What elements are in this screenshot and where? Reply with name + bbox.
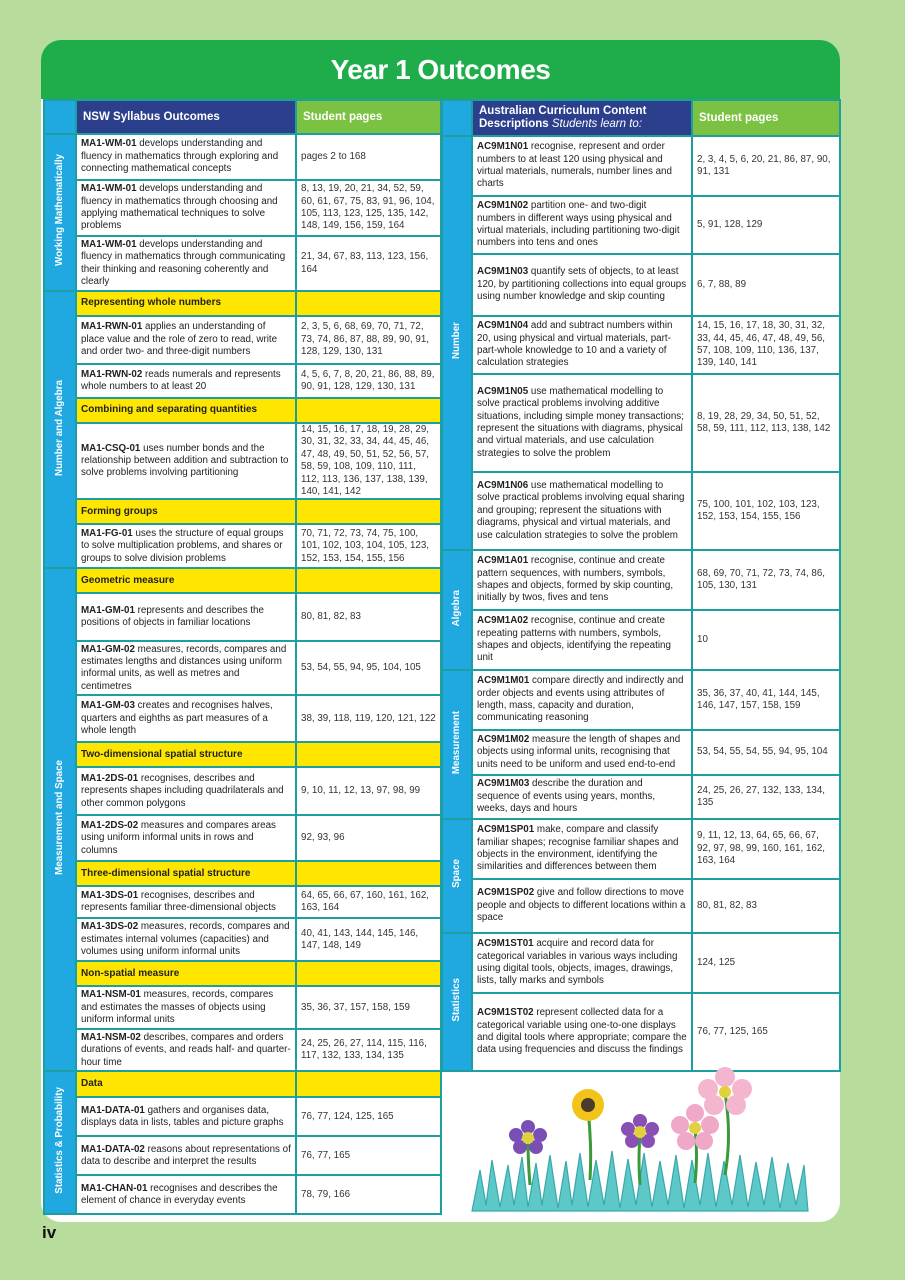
outcome-text: uses number bonds and the relationship between addition and subtraction to solve problems involving partitioning: [81, 442, 289, 479]
subheading-label: Non-spatial measure: [76, 961, 296, 986]
outcome-row: [44, 236, 441, 291]
student-pages-cell: 10: [692, 610, 840, 670]
description-cell: [472, 933, 692, 993]
content-description-row: [442, 374, 840, 472]
description-code: AC9M1A01: [477, 555, 529, 567]
outcome-cell: [76, 767, 296, 815]
outcome-text: measures and compares areas using uniform informal units in rows and columns: [81, 819, 276, 856]
content-description-row: [442, 879, 840, 933]
description-text: measure the length of shapes and objects using informal units, recognising that units need to be uniform and used end-to-end: [477, 733, 681, 770]
description-text: quantify sets of objects, to at least 120, by partitioning collections into equal groups using number knowledge and skip counting: [477, 266, 687, 303]
outcome-row: [44, 524, 441, 568]
description-code: AC9M1A02: [477, 615, 529, 627]
sunflower-icon: [572, 1089, 604, 1121]
content-description-row: [442, 670, 840, 730]
australian-curriculum-table: [441, 99, 841, 1072]
student-pages-cell: 64, 65, 66, 67, 160, 161, 162, 163, 164: [296, 886, 441, 918]
subheading-row: [44, 742, 441, 767]
strand-label: Measurement: [442, 670, 472, 819]
description-cell: [472, 670, 692, 730]
outcome-code: MA1-DATA-01: [81, 1104, 145, 1116]
subheading-blank: [296, 742, 441, 767]
student-pages-cell: 14, 15, 16, 17, 18, 30, 31, 32, 33, 44, 45, 46, 47, 48, 49, 56, 57, 108, 109, 110, 136, 137, 139, 140, 141: [692, 316, 840, 374]
outcome-cell: [76, 1175, 296, 1214]
left-header-corner: [44, 100, 76, 134]
subheading-label: Representing whole numbers: [76, 291, 296, 316]
description-code: AC9M1M01: [477, 675, 530, 687]
description-text: give and follow directions to move people and objects to different locations within a space: [477, 887, 686, 924]
description-code: AC9M1SP01: [477, 824, 535, 836]
outcome-row: [44, 695, 441, 742]
content-description-row: [442, 819, 840, 879]
outcome-cell: [76, 180, 296, 236]
student-pages-cell: 78, 79, 166: [296, 1175, 441, 1214]
description-text: recognise, continue and create pattern sequences, with numbers, symbols, shapes and objects, formed by skip counting, initially by twos, fives and tens: [477, 555, 674, 604]
description-cell: [472, 136, 692, 196]
student-pages-cell: 2, 3, 4, 5, 6, 20, 21, 86, 87, 90, 91, 131: [692, 136, 840, 196]
outcome-cell: [76, 1029, 296, 1071]
content-description-row: [442, 730, 840, 775]
outcome-row: [44, 423, 441, 499]
student-pages-cell: 80, 81, 82, 83: [296, 593, 441, 641]
description-text: use mathematical modelling to solve practical problems involving additive situations, including simple money transactions; represent the situations with diagrams, physical and virtual materials, and use calculation strategies to solve the problem: [477, 385, 684, 459]
outcome-row: [44, 641, 441, 695]
student-pages-cell: 35, 36, 37, 40, 41, 144, 145, 146, 147, 157, 158, 159: [692, 670, 840, 730]
description-cell: [472, 374, 692, 472]
outcome-row: [44, 593, 441, 641]
description-code: AC9M1N05: [477, 385, 529, 397]
page-title: Year 1 Outcomes: [41, 40, 840, 99]
outcome-code: MA1-RWN-01: [81, 321, 143, 333]
description-cell: [472, 775, 692, 819]
student-pages-cell: 40, 41, 143, 144, 145, 146, 147, 148, 149: [296, 918, 441, 961]
description-text: compare directly and indirectly and order objects and events using attributes of length, mass, capacity and duration, communicating reasoning: [477, 675, 684, 724]
content-description-row: [442, 775, 840, 819]
student-pages-cell: 14, 15, 16, 17, 18, 19, 28, 29, 30, 31, 32, 33, 34, 44, 45, 46, 47, 48, 49, 50, 51, 52, 56, 57, 58, 59, 108, 109, 110, 111, 112, 113, 136, 137, 138, 139, 140, 141, 142: [296, 423, 441, 499]
outcome-row: [44, 1029, 441, 1071]
student-pages-cell: 5, 91, 128, 129: [692, 196, 840, 254]
outcome-text: creates and recognises halves, quarters and eighths as part measures of a whole length: [81, 700, 273, 737]
subheading-label: Forming groups: [76, 499, 296, 524]
subheading-blank: [296, 291, 441, 316]
strand-label: Measurement and Space: [44, 568, 76, 1071]
outcome-text: uses the structure of equal groups to solve multiplication problems, and shares or groups to solve division problems: [81, 527, 284, 564]
subheading-label: Three-dimensional spatial structure: [76, 861, 296, 886]
outcome-text: develops understanding and fluency in mathematics through communicating their thinking and reasoning coherently and clearly: [81, 238, 286, 287]
outcome-cell: [76, 1136, 296, 1175]
description-code: AC9M1ST01: [477, 938, 534, 950]
subheading-row: [44, 499, 441, 524]
strand-label: Number: [442, 136, 472, 550]
right-header-corner: [442, 100, 472, 136]
subheading-row: [44, 1071, 441, 1097]
outcome-cell: [76, 815, 296, 861]
subheading-blank: [296, 1071, 441, 1097]
description-cell: [472, 819, 692, 879]
outcome-row: [44, 316, 441, 364]
strand-label: Statistics & Probability: [44, 1071, 76, 1214]
description-text: acquire and record data for categorical variables in various ways including using digital tools, objects, images, drawings, lists, tally marks and symbols: [477, 938, 678, 987]
strand-label: Working Mathematically: [44, 134, 76, 291]
nsw-outcomes-header: NSW Syllabus Outcomes: [76, 100, 296, 134]
subheading-row: [44, 398, 441, 423]
student-pages-cell: 2, 3, 5, 6, 68, 69, 70, 71, 72, 73, 74, 86, 87, 88, 89, 90, 91, 128, 129, 130, 131: [296, 316, 441, 364]
student-pages-cell: 68, 69, 70, 71, 72, 73, 74, 86, 105, 130, 131: [692, 550, 840, 610]
outcome-row: [44, 815, 441, 861]
outcome-cell: [76, 364, 296, 398]
outcome-text: reads numerals and represents whole numbers to at least 20: [81, 368, 281, 392]
description-text: use mathematical modelling to solve practical problems involving equal sharing and grouping; represent the situations with diagrams, physical and virtual materials, and use calculation strategies to solve the problem: [477, 479, 685, 541]
outcome-cell: [76, 134, 296, 180]
outcome-text: recognises and describes the element of chance in everyday events: [81, 1182, 278, 1206]
subheading-row: [44, 291, 441, 316]
description-cell: [472, 730, 692, 775]
description-text: make, compare and classify familiar shapes; recognise familiar shapes and objects in the environment, identifying the similarities and differences between them: [477, 824, 679, 873]
outcome-cell: [76, 1097, 296, 1136]
outcome-cell: [76, 524, 296, 568]
nsw-syllabus-table: [43, 99, 442, 1215]
nsw-pages-header: Student pages: [296, 100, 441, 134]
outcome-text: measures, records, compares and estimates the masses of objects using uniform informal units: [81, 989, 274, 1026]
description-text: add and subtract numbers within 20, using physical and virtual materials, part-part-whole knowledge to 10 and a variety of calculation strategies: [477, 320, 673, 369]
description-cell: [472, 993, 692, 1071]
strand-label: Number and Algebra: [44, 291, 76, 568]
description-cell: [472, 254, 692, 316]
ac-pages-header: Student pages: [692, 100, 840, 136]
student-pages-cell: 53, 54, 55, 94, 95, 104, 105: [296, 641, 441, 695]
outcome-row: [44, 134, 441, 180]
outcome-text: measures, records, compares and estimates internal volumes (capacities) and volumes using uniform informal units: [81, 921, 290, 958]
student-pages-cell: 80, 81, 82, 83: [692, 879, 840, 933]
student-pages-cell: 4, 5, 6, 7, 8, 20, 21, 86, 88, 89, 90, 91, 128, 129, 130, 131: [296, 364, 441, 398]
subheading-row: [44, 568, 441, 593]
student-pages-cell: 9, 10, 11, 12, 13, 97, 98, 99: [296, 767, 441, 815]
subheading-row: [44, 961, 441, 986]
student-pages-cell: 8, 19, 28, 29, 34, 50, 51, 52, 58, 59, 111, 112, 113, 138, 142: [692, 374, 840, 472]
description-code: AC9M1ST02: [477, 1007, 534, 1019]
outcome-cell: [76, 918, 296, 961]
subheading-label: Two-dimensional spatial structure: [76, 742, 296, 767]
subheading-blank: [296, 499, 441, 524]
flower-illustration: [470, 1065, 810, 1215]
student-pages-cell: 9, 11, 12, 13, 64, 65, 66, 67, 92, 97, 98, 99, 160, 161, 162, 163, 164: [692, 819, 840, 879]
outcome-cell: [76, 593, 296, 641]
outcome-text: describes, compares and orders durations of events, and reads half- and quarter-hour time: [81, 1031, 291, 1068]
description-code: AC9M1N01: [477, 141, 529, 153]
content-description-row: [442, 136, 840, 196]
outcome-code: MA1-NSM-02: [81, 1031, 141, 1043]
subheading-label: Combining and separating quantities: [76, 398, 296, 423]
outcome-code: MA1-WM-01: [81, 138, 137, 150]
content-description-row: [442, 254, 840, 316]
outcome-cell: [76, 641, 296, 695]
student-pages-cell: 76, 77, 125, 165: [692, 993, 840, 1071]
description-code: AC9M1N04: [477, 320, 529, 332]
page-number: iv: [42, 1223, 57, 1242]
student-pages-cell: 53, 54, 55, 54, 55, 94, 95, 104: [692, 730, 840, 775]
content-description-row: [442, 550, 840, 610]
outcome-code: MA1-GM-02: [81, 643, 135, 655]
description-cell: [472, 879, 692, 933]
description-code: AC9M1N03: [477, 266, 529, 278]
description-code: AC9M1M03: [477, 778, 530, 790]
student-pages-cell: 38, 39, 118, 119, 120, 121, 122: [296, 695, 441, 742]
outcome-row: [44, 364, 441, 398]
student-pages-cell: 6, 7, 88, 89: [692, 254, 840, 316]
student-pages-cell: 24, 25, 26, 27, 132, 133, 134, 135: [692, 775, 840, 819]
student-pages-cell: 24, 25, 26, 27, 114, 115, 116, 117, 132, 133, 134, 135: [296, 1029, 441, 1071]
student-pages-cell: pages 2 to 168: [296, 134, 441, 180]
outcome-code: MA1-2DS-02: [81, 819, 139, 831]
outcome-cell: [76, 316, 296, 364]
outcome-code: MA1-FG-01: [81, 527, 133, 539]
outcome-row: [44, 886, 441, 918]
subheading-blank: [296, 568, 441, 593]
outcome-row: [44, 986, 441, 1029]
outcome-code: MA1-2DS-01: [81, 772, 139, 784]
subheading-blank: [296, 398, 441, 423]
content-description-row: [442, 610, 840, 670]
outcome-code: MA1-WM-01: [81, 183, 137, 195]
outcome-code: MA1-3DS-02: [81, 921, 139, 933]
outcome-cell: [76, 886, 296, 918]
outcome-code: MA1-DATA-02: [81, 1143, 145, 1155]
outcome-code: MA1-3DS-01: [81, 890, 139, 902]
student-pages-cell: 124, 125: [692, 933, 840, 993]
content-description-row: [442, 933, 840, 993]
subheading-label: Geometric measure: [76, 568, 296, 593]
outcome-code: MA1-GM-03: [81, 700, 135, 712]
student-pages-cell: 76, 77, 124, 125, 165: [296, 1097, 441, 1136]
description-cell: [472, 550, 692, 610]
content-description-row: [442, 472, 840, 550]
outcome-code: MA1-CHAN-01: [81, 1182, 148, 1194]
outcome-cell: [76, 423, 296, 499]
outcome-code: MA1-NSM-01: [81, 989, 141, 1001]
outcome-cell: [76, 236, 296, 291]
outcome-cell: [76, 986, 296, 1029]
description-cell: [472, 610, 692, 670]
outcome-row: [44, 918, 441, 961]
outcome-text: applies an understanding of place value and the role of zero to read, write and order two- and three-digit numbers: [81, 321, 278, 358]
outcome-row: [44, 1136, 441, 1175]
student-pages-cell: 35, 36, 37, 157, 158, 159: [296, 986, 441, 1029]
student-pages-cell: 92, 93, 96: [296, 815, 441, 861]
description-text: describe the duration and sequence of events using years, months, weeks, days and hours: [477, 778, 656, 815]
description-code: AC9M1N02: [477, 200, 529, 212]
subheading-label: Data: [76, 1071, 296, 1097]
ac-descriptions-header: Australian Curriculum Content Descriptions Students learn to:: [472, 100, 692, 136]
student-pages-cell: 75, 100, 101, 102, 103, 123, 152, 153, 154, 155, 156: [692, 472, 840, 550]
student-pages-cell: 76, 77, 165: [296, 1136, 441, 1175]
student-pages-cell: 70, 71, 72, 73, 74, 75, 100, 101, 102, 103, 104, 105, 123, 152, 153, 154, 155, 156: [296, 524, 441, 568]
strand-label: Algebra: [442, 550, 472, 670]
content-description-row: [442, 316, 840, 374]
outcome-row: [44, 1097, 441, 1136]
subheading-row: [44, 861, 441, 886]
outcome-cell: [76, 695, 296, 742]
outcome-code: MA1-GM-01: [81, 605, 135, 617]
content-description-row: [442, 993, 840, 1071]
outcome-code: MA1-RWN-02: [81, 368, 143, 380]
outcome-code: MA1-CSQ-01: [81, 442, 141, 454]
outcome-row: [44, 180, 441, 236]
outcome-text: develops understanding and fluency in mathematics through exploring and connecting mathematical concepts: [81, 138, 279, 175]
student-pages-cell: 21, 34, 67, 83, 113, 123, 156, 164: [296, 236, 441, 291]
pink-flower-icon-2: [698, 1067, 752, 1115]
strand-label: Statistics: [442, 933, 472, 1071]
outcome-row: [44, 1175, 441, 1214]
description-text: partition one- and two-digit numbers in different ways using physical and virtual materials, including partitioning two-digit numbers into tens and ones: [477, 200, 680, 249]
description-code: AC9M1N06: [477, 479, 529, 491]
description-cell: [472, 472, 692, 550]
outcome-text: recognises, describes and represents shapes including quadrilaterals and other common polygons: [81, 772, 284, 809]
strand-label: Space: [442, 819, 472, 933]
description-text: recognise, represent and order numbers to at least 120 using physical and virtual materials, numerals, number lines and charts: [477, 141, 672, 190]
outcome-text: develops understanding and fluency in mathematics through choosing and applying mathematical techniques to solve problems: [81, 183, 278, 232]
description-cell: [472, 316, 692, 374]
description-text: recognise, continue and create repeating patterns with numbers, symbols, shapes and objects, identifying the repeating unit: [477, 615, 671, 664]
student-pages-cell: 8, 13, 19, 20, 21, 34, 52, 59, 60, 61, 67, 75, 83, 91, 96, 104, 105, 113, 123, 125, 135, 142, 148, 149, 156, 159, 164: [296, 180, 441, 236]
description-code: AC9M1SP02: [477, 887, 535, 899]
outcome-row: [44, 767, 441, 815]
subheading-blank: [296, 861, 441, 886]
outcome-text: recognises, describes and represents familiar three-dimensional objects: [81, 890, 276, 914]
outcome-text: gathers and organises data, displays data in lists, tables and picture graphs: [81, 1104, 284, 1128]
description-cell: [472, 196, 692, 254]
outcome-text: represents and describes the positions of objects in familiar locations: [81, 605, 264, 629]
subheading-blank: [296, 961, 441, 986]
outcome-code: MA1-WM-01: [81, 238, 137, 250]
outcome-text: reasons about representations of data to describe and interpret the results: [81, 1143, 291, 1167]
content-description-row: [442, 196, 840, 254]
description-text: represent collected data for a categorical variable using one-to-one displays and digital tools where appropriate; compare the data using frequencies and discuss the findings: [477, 1007, 687, 1056]
description-code: AC9M1M02: [477, 733, 530, 745]
outcome-text: measures, records, compares and estimates lengths and distances using uniform informal units, as well as metres and centimetres: [81, 643, 287, 692]
